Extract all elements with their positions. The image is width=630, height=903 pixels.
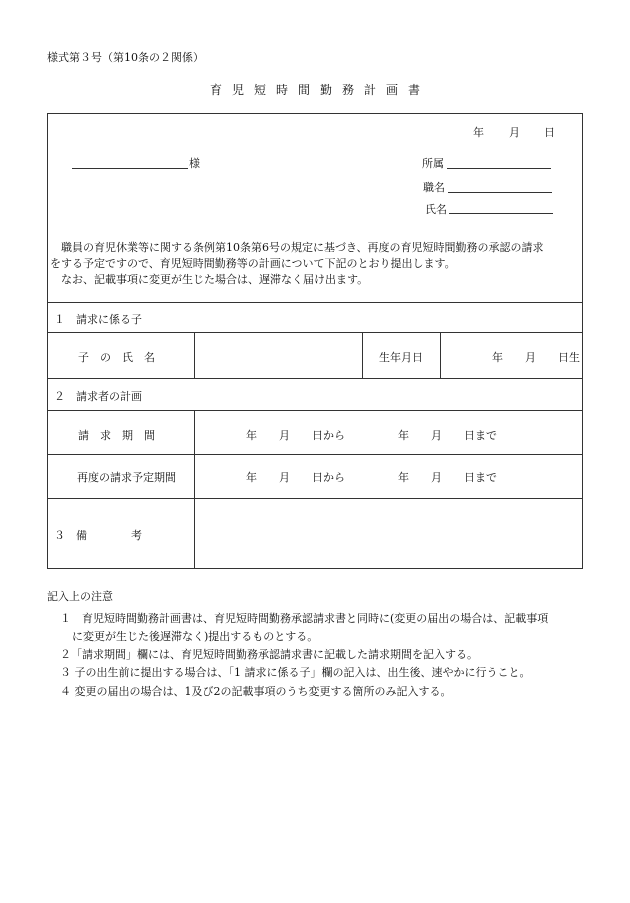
divider [48, 302, 582, 303]
child-name-label: 子 の 氏 名 [78, 351, 155, 364]
divider [48, 454, 582, 455]
remarks-label: ３ 備 考 [54, 529, 142, 542]
position-label: 職名 [423, 181, 445, 194]
divider [48, 378, 582, 379]
date-year: 年 [473, 126, 484, 139]
remarks-field[interactable] [195, 499, 582, 568]
notes-title: 記入上の注意 [47, 590, 113, 603]
birth-date-value[interactable]: 年 月 日生 [492, 351, 580, 364]
note-2: ２「請求期間」欄には、育児短時間勤務承認請求書に記載した請求期間を記入する。 [60, 648, 478, 661]
birth-date-label: 生年月日 [379, 351, 423, 364]
date-day: 日 [544, 126, 555, 139]
section1-title: １ 請求に係る子 [54, 313, 142, 326]
name-underline[interactable] [449, 213, 553, 214]
planned-period-to[interactable]: 年 月 日まで [398, 471, 497, 484]
note-4: ４ 変更の届出の場合は、1及び2の記載事項のうち変更する箇所のみ記入する。 [60, 685, 452, 698]
date-month: 月 [509, 126, 520, 139]
form-number: 様式第３号（第10条の２関係） [47, 51, 204, 64]
request-period-label: 請 求 期 間 [78, 429, 155, 442]
plan-form [47, 113, 583, 569]
request-period-from[interactable]: 年 月 日から [246, 429, 345, 442]
addressee-underline[interactable] [72, 168, 188, 169]
position-underline[interactable] [448, 192, 552, 193]
name-label: 氏名 [425, 203, 447, 216]
child-name-field[interactable] [195, 333, 362, 377]
section2-title: ２ 請求者の計画 [54, 390, 142, 403]
affiliation-underline[interactable] [447, 168, 551, 169]
statement-line-1: 職員の育児休業等に関する条例第10条第6号の規定に基づき、再度の育児短時間勤務の承認の請求 [50, 241, 544, 254]
divider [362, 332, 363, 378]
request-period-to[interactable]: 年 月 日まで [398, 429, 497, 442]
affiliation-label: 所属 [422, 157, 444, 170]
page-title: 育児短時間勤務計画書 [209, 83, 430, 97]
divider [440, 332, 441, 378]
note-1: １ 育児短時間勤務計画書は、育児短時間勤務承認請求書と同時に(変更の届出の場合は、記載事項 [60, 612, 549, 625]
statement-line-3: なお、記載事項に変更が生じた場合は、遅滞なく届け出ます。 [50, 273, 369, 286]
addressee-suffix: 様 [189, 157, 200, 170]
note-3: ３ 子の出生前に提出する場合は、「1 請求に係る子」欄の記入は、出生後、速やかに行うこと。 [60, 666, 531, 679]
note-1-cont: に変更が生じた後遅滞なく)提出するものとする。 [72, 630, 319, 643]
divider [48, 410, 582, 411]
planned-period-from[interactable]: 年 月 日から [246, 471, 345, 484]
statement-line-2: をする予定ですので、育児短時間勤務等の計画について下記のとおり提出します。 [50, 257, 456, 270]
planned-period-label: 再度の請求予定期間 [77, 471, 176, 484]
